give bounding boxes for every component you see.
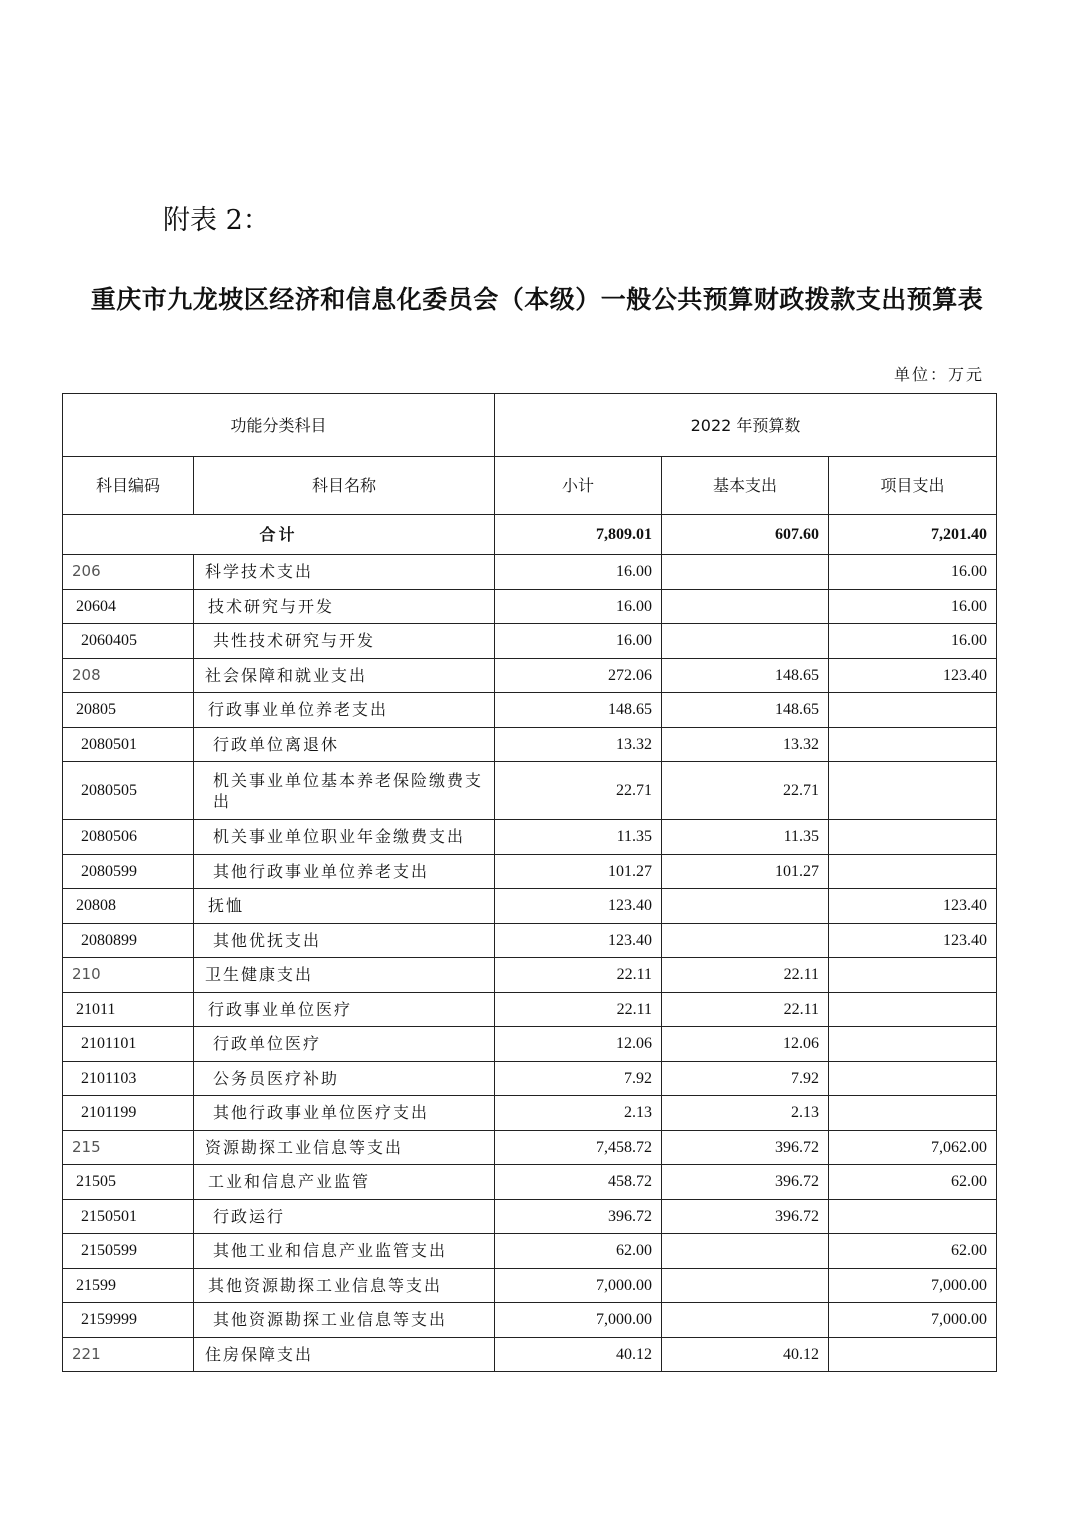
table-row — [63, 1061, 997, 1096]
row-project — [829, 762, 997, 820]
total-label: 合计 — [63, 515, 495, 555]
row-code: 210 — [63, 958, 194, 993]
row-code: 2060405 — [63, 624, 194, 659]
table-row — [63, 889, 997, 924]
row-name: 卫生健康支出 — [194, 958, 495, 993]
row-name: 其他工业和信息产业监管支出 — [194, 1234, 495, 1269]
row-basic: 13.32 — [662, 727, 829, 762]
row-code: 21011 — [63, 992, 194, 1027]
row-code: 2101199 — [63, 1096, 194, 1131]
row-subtotal: 22.11 — [495, 992, 662, 1027]
table-row — [63, 1199, 997, 1234]
budget-table — [62, 393, 997, 1372]
row-code: 21505 — [63, 1165, 194, 1200]
row-subtotal: 12.06 — [495, 1027, 662, 1062]
row-code: 20805 — [63, 693, 194, 728]
row-code: 20808 — [63, 889, 194, 924]
row-project — [829, 693, 997, 728]
row-basic: 396.72 — [662, 1199, 829, 1234]
row-subtotal: 458.72 — [495, 1165, 662, 1200]
row-subtotal: 7.92 — [495, 1061, 662, 1096]
row-basic — [662, 589, 829, 624]
row-name: 住房保障支出 — [194, 1337, 495, 1372]
row-project — [829, 958, 997, 993]
row-basic: 101.27 — [662, 854, 829, 889]
row-project — [829, 820, 997, 855]
row-name: 行政事业单位医疗 — [194, 992, 495, 1027]
row-project: 123.40 — [829, 658, 997, 693]
row-subtotal: 148.65 — [495, 693, 662, 728]
row-project — [829, 1337, 997, 1372]
table-row — [63, 1234, 997, 1269]
row-subtotal: 272.06 — [495, 658, 662, 693]
row-project: 16.00 — [829, 624, 997, 659]
row-subtotal: 13.32 — [495, 727, 662, 762]
row-subtotal: 7,000.00 — [495, 1268, 662, 1303]
row-code: 21599 — [63, 1268, 194, 1303]
row-subtotal: 2.13 — [495, 1096, 662, 1131]
unit-label: 单位：万元 — [893, 365, 984, 384]
row-subtotal: 101.27 — [495, 854, 662, 889]
document-title: 重庆市九龙坡区经济和信息化委员会（本级）一般公共预算财政拨款支出预算表 — [90, 285, 984, 314]
table-row — [63, 1303, 997, 1338]
header-basic: 基本支出 — [662, 457, 829, 515]
row-code: 2150599 — [63, 1234, 194, 1269]
total-project: 7,201.40 — [829, 515, 997, 555]
row-project: 16.00 — [829, 555, 997, 590]
table-row — [63, 589, 997, 624]
row-name: 科学技术支出 — [194, 555, 495, 590]
row-basic: 7.92 — [662, 1061, 829, 1096]
table-row — [63, 1268, 997, 1303]
header-subtotal: 小计 — [495, 457, 662, 515]
row-code: 206 — [63, 555, 194, 590]
row-name: 其他资源勘探工业信息等支出 — [194, 1303, 495, 1338]
row-basic: 11.35 — [662, 820, 829, 855]
row-name: 行政单位医疗 — [194, 1027, 495, 1062]
row-subtotal: 7,000.00 — [495, 1303, 662, 1338]
row-name: 抚恤 — [194, 889, 495, 924]
row-code: 2080506 — [63, 820, 194, 855]
row-basic — [662, 1268, 829, 1303]
row-basic: 22.71 — [662, 762, 829, 820]
header-budget-year: 2022 年预算数 — [495, 394, 997, 457]
row-basic: 22.11 — [662, 992, 829, 1027]
table-row — [63, 1130, 997, 1165]
row-basic: 2.13 — [662, 1096, 829, 1131]
row-name: 其他资源勘探工业信息等支出 — [194, 1268, 495, 1303]
row-basic — [662, 1303, 829, 1338]
row-subtotal: 62.00 — [495, 1234, 662, 1269]
row-code: 20604 — [63, 589, 194, 624]
header-group-row — [63, 394, 997, 457]
header-name: 科目名称 — [194, 457, 495, 515]
row-project — [829, 1027, 997, 1062]
row-subtotal: 123.40 — [495, 889, 662, 924]
row-project: 7,000.00 — [829, 1303, 997, 1338]
row-subtotal: 22.71 — [495, 762, 662, 820]
table-row — [63, 624, 997, 659]
row-code: 2101101 — [63, 1027, 194, 1062]
table-row — [63, 1096, 997, 1131]
row-basic: 22.11 — [662, 958, 829, 993]
table-row — [63, 727, 997, 762]
row-project — [829, 1061, 997, 1096]
row-project — [829, 1096, 997, 1131]
row-name: 其他行政事业单位医疗支出 — [194, 1096, 495, 1131]
row-code: 2080505 — [63, 762, 194, 820]
header-column-row — [63, 457, 997, 515]
row-name: 资源勘探工业信息等支出 — [194, 1130, 495, 1165]
row-name: 社会保障和就业支出 — [194, 658, 495, 693]
row-project — [829, 854, 997, 889]
row-project: 123.40 — [829, 923, 997, 958]
row-basic — [662, 555, 829, 590]
table-row — [63, 1165, 997, 1200]
row-subtotal: 22.11 — [495, 958, 662, 993]
total-subtotal: 7,809.01 — [495, 515, 662, 555]
row-basic: 12.06 — [662, 1027, 829, 1062]
table-row — [63, 820, 997, 855]
row-basic: 396.72 — [662, 1130, 829, 1165]
row-basic — [662, 1234, 829, 1269]
total-row — [63, 515, 997, 555]
row-code: 2080501 — [63, 727, 194, 762]
attachment-label: 附表 2： — [163, 205, 270, 236]
row-basic: 148.65 — [662, 658, 829, 693]
row-project — [829, 727, 997, 762]
row-name: 机关事业单位基本养老保险缴费支出 — [194, 762, 495, 820]
row-basic — [662, 889, 829, 924]
table-row — [63, 555, 997, 590]
table-row — [63, 1027, 997, 1062]
row-subtotal: 11.35 — [495, 820, 662, 855]
row-project: 7,062.00 — [829, 1130, 997, 1165]
row-name: 行政单位离退休 — [194, 727, 495, 762]
row-subtotal: 16.00 — [495, 555, 662, 590]
row-code: 2159999 — [63, 1303, 194, 1338]
row-project: 123.40 — [829, 889, 997, 924]
row-code: 2080899 — [63, 923, 194, 958]
row-name: 工业和信息产业监管 — [194, 1165, 495, 1200]
row-project: 62.00 — [829, 1234, 997, 1269]
table-row — [63, 854, 997, 889]
table-row — [63, 1337, 997, 1372]
row-subtotal: 7,458.72 — [495, 1130, 662, 1165]
row-name: 其他优抚支出 — [194, 923, 495, 958]
header-code: 科目编码 — [63, 457, 194, 515]
row-basic: 148.65 — [662, 693, 829, 728]
row-project: 16.00 — [829, 589, 997, 624]
row-subtotal: 40.12 — [495, 1337, 662, 1372]
row-code: 2080599 — [63, 854, 194, 889]
table-row — [63, 693, 997, 728]
row-subtotal: 16.00 — [495, 624, 662, 659]
row-project — [829, 1199, 997, 1234]
header-category: 功能分类科目 — [63, 394, 495, 457]
row-name: 其他行政事业单位养老支出 — [194, 854, 495, 889]
table-row — [63, 958, 997, 993]
row-project — [829, 992, 997, 1027]
table-row — [63, 923, 997, 958]
row-name: 行政事业单位养老支出 — [194, 693, 495, 728]
row-code: 221 — [63, 1337, 194, 1372]
table-row — [63, 992, 997, 1027]
row-name: 公务员医疗补助 — [194, 1061, 495, 1096]
row-subtotal: 396.72 — [495, 1199, 662, 1234]
total-basic: 607.60 — [662, 515, 829, 555]
row-code: 208 — [63, 658, 194, 693]
table-row — [63, 762, 997, 820]
table-row — [63, 658, 997, 693]
row-name: 行政运行 — [194, 1199, 495, 1234]
row-code: 2101103 — [63, 1061, 194, 1096]
row-code: 215 — [63, 1130, 194, 1165]
row-code: 2150501 — [63, 1199, 194, 1234]
row-name: 技术研究与开发 — [194, 589, 495, 624]
row-name: 共性技术研究与开发 — [194, 624, 495, 659]
row-project: 7,000.00 — [829, 1268, 997, 1303]
row-project: 62.00 — [829, 1165, 997, 1200]
row-name: 机关事业单位职业年金缴费支出 — [194, 820, 495, 855]
row-basic: 396.72 — [662, 1165, 829, 1200]
row-subtotal: 16.00 — [495, 589, 662, 624]
row-subtotal: 123.40 — [495, 923, 662, 958]
row-basic: 40.12 — [662, 1337, 829, 1372]
header-project: 项目支出 — [829, 457, 997, 515]
row-basic — [662, 923, 829, 958]
row-basic — [662, 624, 829, 659]
